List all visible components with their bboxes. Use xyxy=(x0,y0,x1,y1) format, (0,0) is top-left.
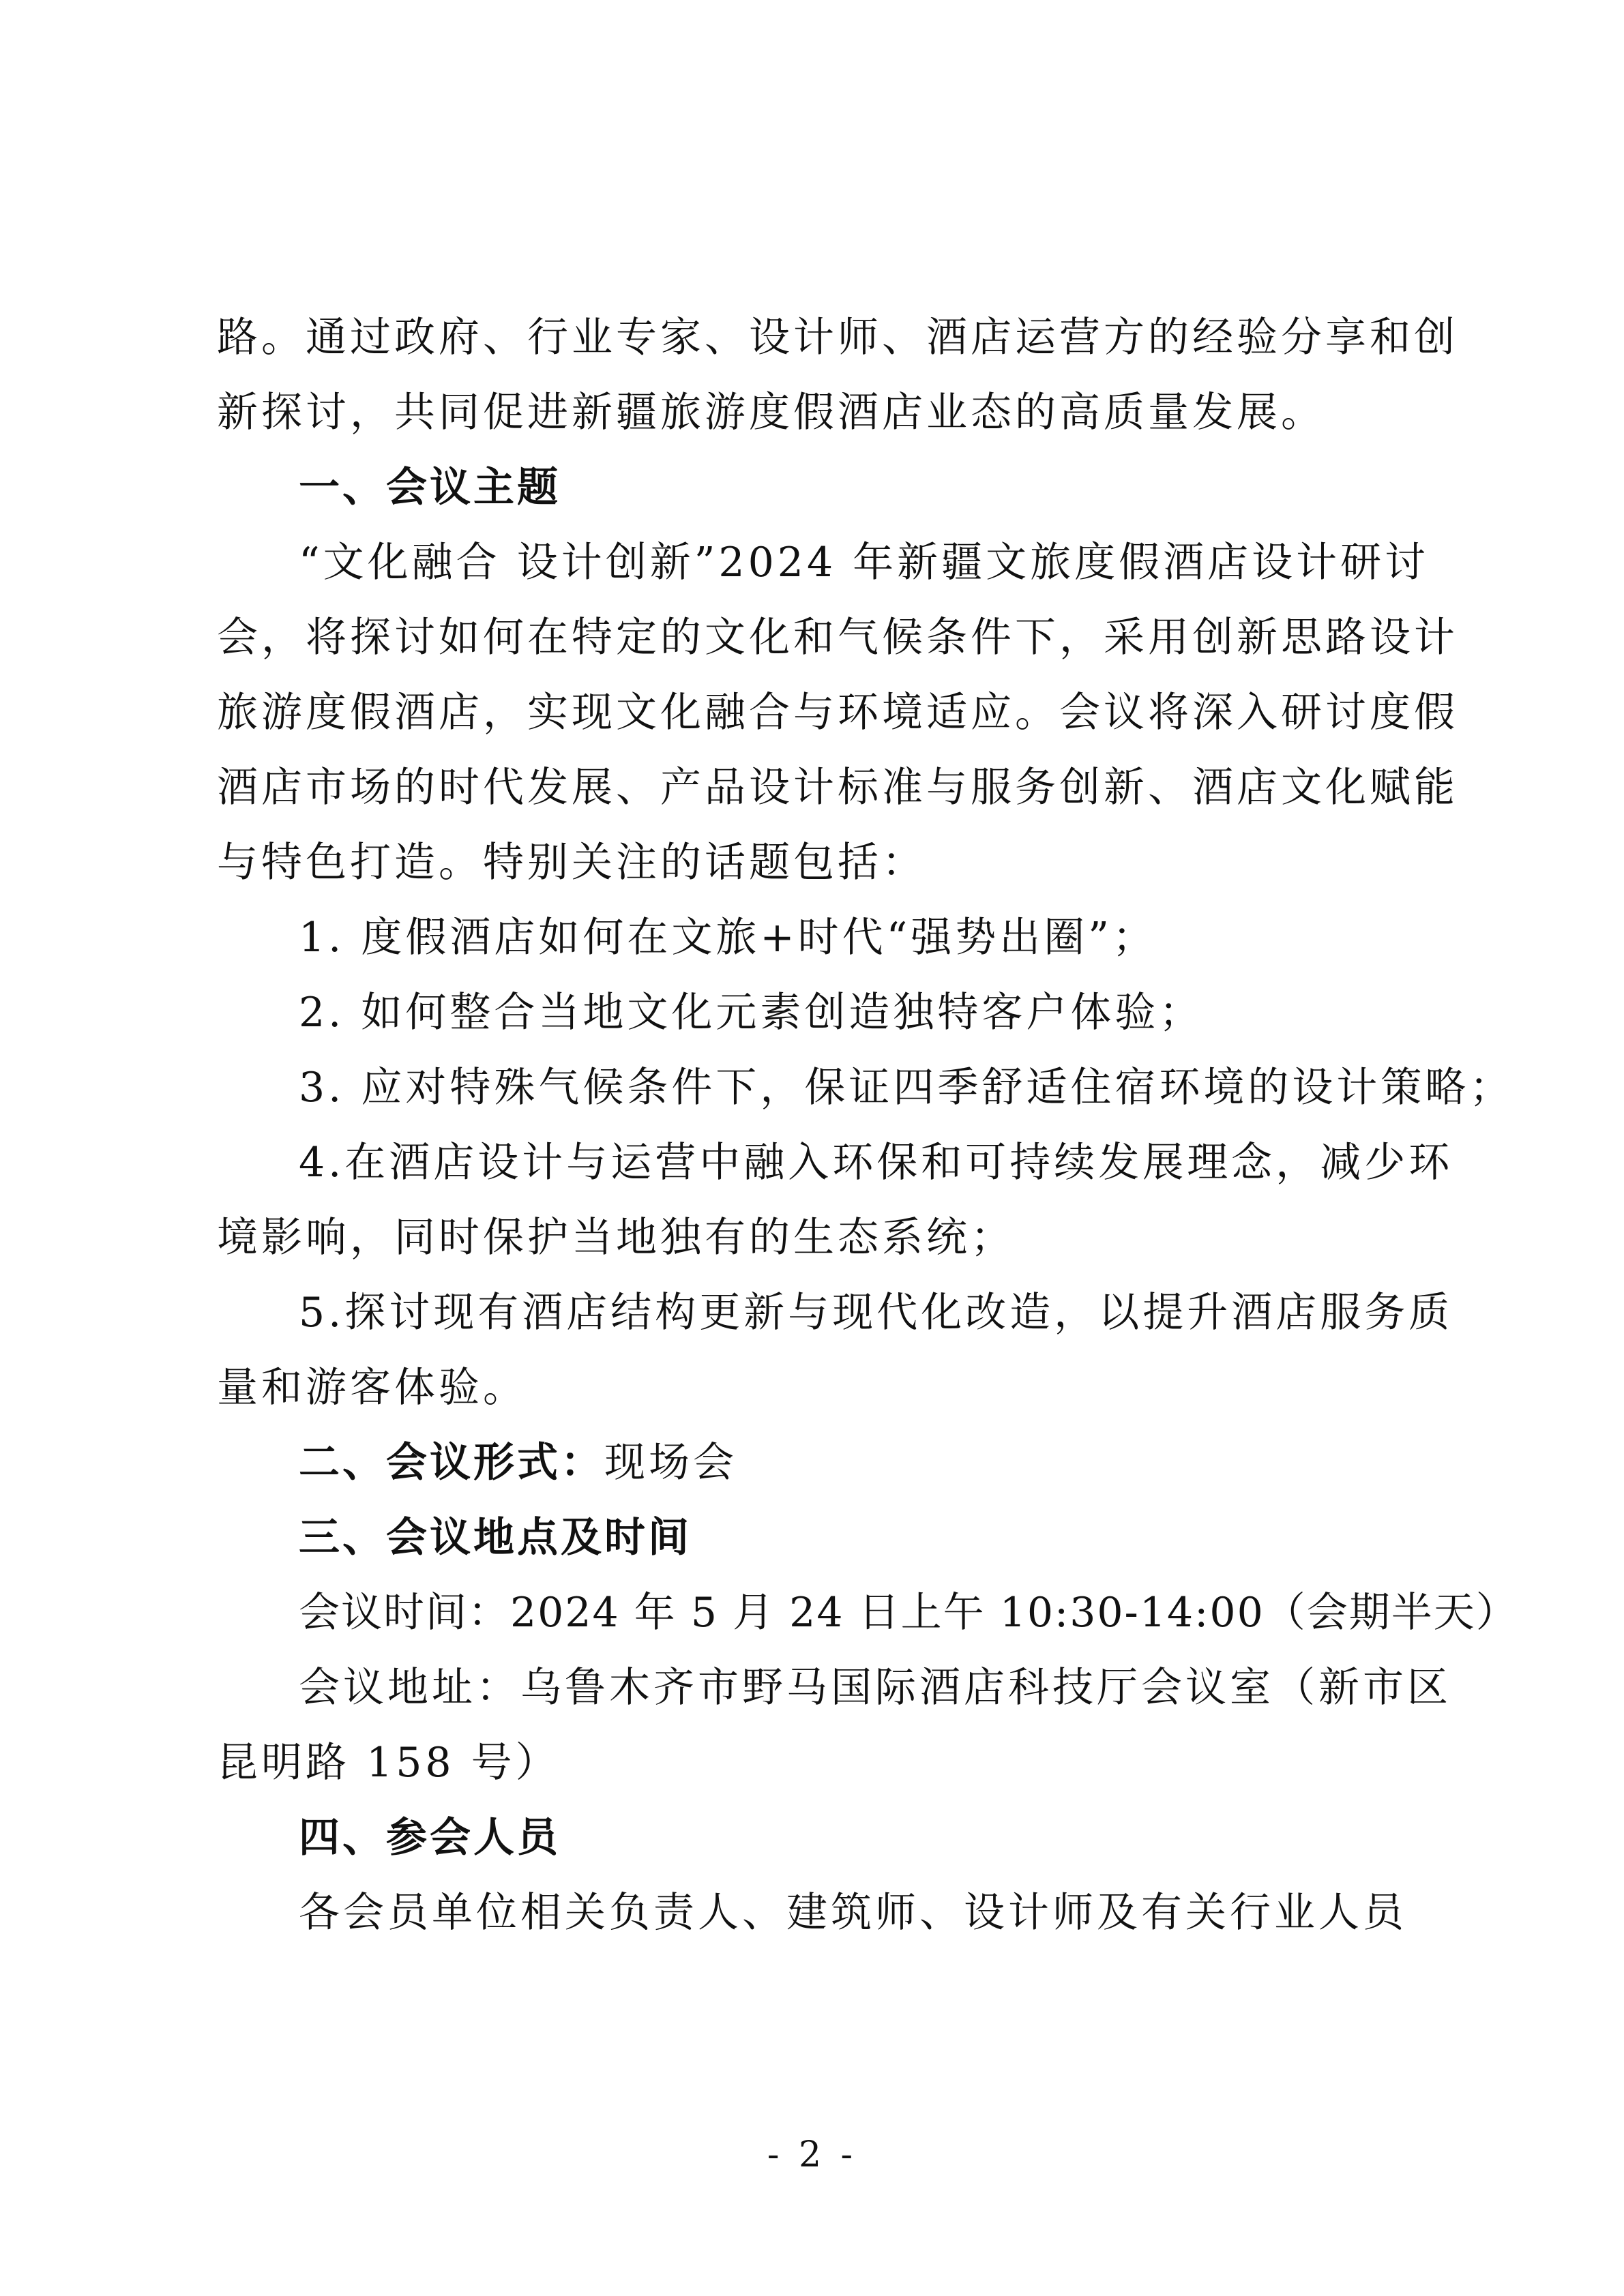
section1-para-line: 与特色打造。特别关注的话题包括： xyxy=(217,839,926,886)
meeting-address-line-2: 昆明路 158 号） xyxy=(217,1739,560,1787)
topic-item: 2. 如何整合当地文化元素创造独特客户体验； xyxy=(299,989,1204,1037)
section1-heading: 一、会议主题 xyxy=(299,464,561,511)
section2-heading: 二、会议形式： xyxy=(299,1439,604,1487)
section4-heading: 四、参会人员 xyxy=(299,1814,561,1862)
topic-item: 5.探讨现有酒店结构更新与现代化改造，以提升酒店服务质 xyxy=(299,1289,1453,1337)
section2-line xyxy=(299,1435,737,1490)
topic-item: 3. 应对特殊气候条件下，保证四季舒适住宿环境的设计策略； xyxy=(299,1064,1514,1112)
intro-line-1: 路。通过政府、行业专家、设计师、酒店运营方的经验分享和创 xyxy=(217,314,1458,361)
topic-item: 1. 度假酒店如何在文旅+时代“强势出圈”； xyxy=(299,914,1157,961)
section2-value: 现场会 xyxy=(604,1439,737,1487)
topic-item-continued: 境影响，同时保护当地独有的生态系统； xyxy=(217,1214,1015,1262)
section1-para-line: “文化融合 设计创新”2024 年新疆文旅度假酒店设计研讨 xyxy=(299,539,1430,586)
section1-para-line: 旅游度假酒店，实现文化融合与环境适应。会议将深入研讨度假 xyxy=(217,689,1458,736)
topic-item: 4.在酒店设计与运营中融入环保和可持续发展理念，减少环 xyxy=(299,1139,1453,1187)
intro-line-2: 新探讨，共同促进新疆旅游度假酒店业态的高质量发展。 xyxy=(217,389,1325,436)
attendees-text: 各会员单位相关负责人、建筑师、设计师及有关行业人员 xyxy=(299,1889,1407,1937)
section3-heading: 三、会议地点及时间 xyxy=(299,1514,692,1562)
page-number: - 2 - xyxy=(767,2134,857,2175)
meeting-address-line-1: 会议地址：乌鲁木齐市野马国际酒店科技厅会议室（新市区 xyxy=(299,1664,1451,1712)
meeting-time: 会议时间：2024 年 5 月 24 日上午 10:30-14:00（会期半天） xyxy=(299,1589,1518,1637)
section1-para-line: 会，将探讨如何在特定的文化和气候条件下，采用创新思路设计 xyxy=(217,614,1458,661)
topic-item-continued: 量和游客体验。 xyxy=(217,1364,527,1412)
section1-para-line: 酒店市场的时代发展、产品设计标准与服务创新、酒店文化赋能 xyxy=(217,764,1458,811)
